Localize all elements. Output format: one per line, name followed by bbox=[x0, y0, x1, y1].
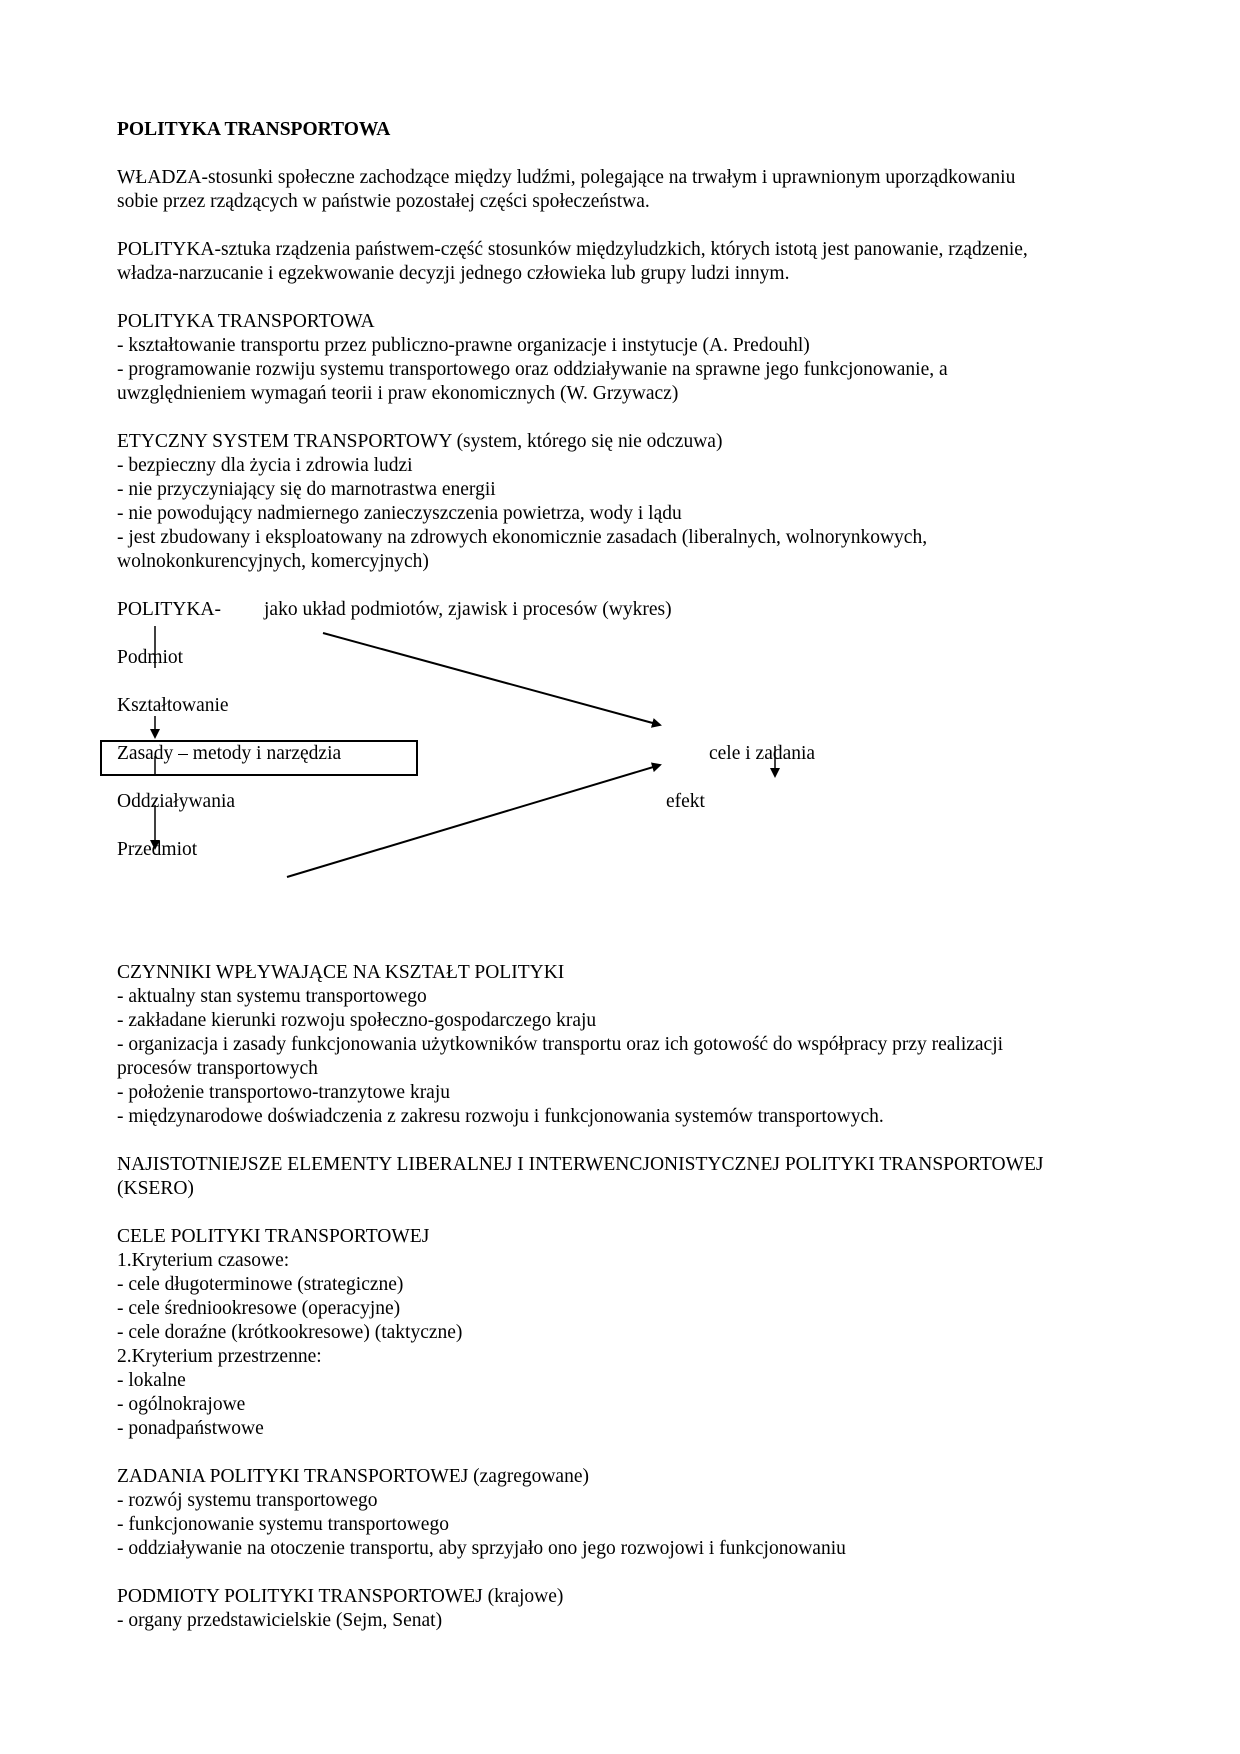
polityka-transportowa-line-2: - programowanie rozwiju systemu transportowego oraz oddziaływanie na sprawne jego funkcjonowanie, a bbox=[117, 359, 948, 380]
polityka-transportowa-heading: POLITYKA TRANSPORTOWA bbox=[117, 311, 375, 332]
polityka-transportowa-line-3: uwzględnieniem wymagań teorii i praw ekonomicznych (W. Grzywacz) bbox=[117, 383, 679, 404]
czynniki-heading: CZYNNIKI WPŁYWAJĄCE NA KSZTAŁT POLITYKI bbox=[117, 962, 565, 983]
zadania-line-2: - funkcjonowanie systemu transportowego bbox=[117, 1514, 449, 1535]
cele-line-6: - lokalne bbox=[117, 1370, 186, 1391]
czynniki-line-2: - zakładane kierunki rozwoju społeczno-gospodarczego kraju bbox=[117, 1010, 597, 1031]
cele-heading: CELE POLITYKI TRANSPORTOWEJ bbox=[117, 1226, 430, 1247]
diagram-przedmiot: Przedmiot bbox=[117, 839, 198, 860]
etyczny-line-3: - nie powodujący nadmiernego zanieczyszczenia powietrza, wody i lądu bbox=[117, 503, 682, 524]
podmioty-line-1: - organy przedstawicielskie (Sejm, Senat) bbox=[117, 1610, 443, 1631]
podmioty-heading: PODMIOTY POLITYKI TRANSPORTOWEJ (krajowe) bbox=[117, 1586, 564, 1607]
cele-line-1: 1.Kryterium czasowe: bbox=[117, 1250, 290, 1271]
czynniki-line-6: - międzynarodowe doświadczenia z zakresu rozwoju i funkcjonowania systemów transportowych. bbox=[117, 1106, 884, 1127]
zadania-line-1: - rozwój systemu transportowego bbox=[117, 1490, 378, 1511]
etyczny-line-2: - nie przyczyniający się do marnotrastwa energii bbox=[117, 479, 496, 500]
czynniki-line-1: - aktualny stan systemu transportowego bbox=[117, 986, 427, 1007]
etyczny-line-1: - bezpieczny dla życia i zdrowia ludzi bbox=[117, 455, 413, 476]
polityka-line-1: POLITYKA-sztuka rządzenia państwem-część stosunków międzyludzkich, których istotą jest panowanie, rządzenie, bbox=[117, 239, 1028, 260]
arrow-przedmiot-to-efekt bbox=[287, 765, 660, 877]
cele-line-7: - ogólnokrajowe bbox=[117, 1394, 246, 1415]
cele-line-4: - cele doraźne (krótkookresowe) (taktyczne) bbox=[117, 1322, 463, 1343]
diagram-cele: cele i zadania bbox=[709, 743, 816, 764]
diagram-head-left: POLITYKA- bbox=[117, 599, 221, 620]
czynniki-line-3: - organizacja i zasady funkcjonowania użytkowników transportu oraz ich gotowość do współpracy przy realizacji bbox=[117, 1034, 1004, 1055]
polityka-line-2: władza-narzucanie i egzekwowanie decyzji jednego człowieka lub grupy ludzi innym. bbox=[117, 263, 790, 284]
diagram-efekt: efekt bbox=[666, 791, 705, 812]
diagram-zasady: Zasady – metody i narzędzia bbox=[117, 743, 342, 764]
diagram-ksztaltowanie: Kształtowanie bbox=[117, 695, 229, 716]
cele-line-3: - cele średniookresowe (operacyjne) bbox=[117, 1298, 401, 1319]
najistotniejsze-line-1: NAJISTOTNIEJSZE ELEMENTY LIBERALNEJ I INTERWENCJONISTYCZNEJ POLITYKI TRANSPORTOWEJ bbox=[117, 1154, 1044, 1175]
zadania-heading: ZADANIA POLITYKI TRANSPORTOWEJ (zagregowane) bbox=[117, 1466, 589, 1487]
wladza-line-2: sobie przez rządzących w państwie pozostałej części społeczeństwa. bbox=[117, 191, 650, 212]
cele-line-2: - cele długoterminowe (strategiczne) bbox=[117, 1274, 404, 1295]
czynniki-line-4: procesów transportowych bbox=[117, 1058, 318, 1079]
diagram-podmiot: Podmiot bbox=[117, 647, 184, 668]
polityka-transportowa-line-1: - kształtowanie transportu przez publiczno-prawne organizacje i instytucje (A. Predouhl) bbox=[117, 335, 810, 356]
diagram-oddzialywania: Oddziaływania bbox=[117, 791, 236, 812]
etyczny-line-5: wolnokonkurencyjnych, komercyjnych) bbox=[117, 551, 429, 572]
diagram-head-right: jako układ podmiotów, zjawisk i procesów (wykres) bbox=[264, 599, 672, 620]
cele-line-8: - ponadpaństwowe bbox=[117, 1418, 264, 1439]
najistotniejsze-line-2: (KSERO) bbox=[117, 1178, 194, 1199]
zadania-line-3: - oddziaływanie na otoczenie transportu, aby sprzyjało ono jego rozwojowi i funkcjonowaniu bbox=[117, 1538, 846, 1559]
page-title: POLITYKA TRANSPORTOWA bbox=[117, 119, 391, 140]
cele-line-5: 2.Kryterium przestrzenne: bbox=[117, 1346, 322, 1367]
czynniki-line-5: - położenie transportowo-tranzytowe kraju bbox=[117, 1082, 451, 1103]
etyczny-line-4: - jest zbudowany i eksploatowany na zdrowych ekonomicznie zasadach (liberalnych, wolnorynkowych, bbox=[117, 527, 928, 548]
etyczny-heading: ETYCZNY SYSTEM TRANSPORTOWY (system, którego się nie odczuwa) bbox=[117, 431, 723, 452]
wladza-line-1: WŁADZA-stosunki społeczne zachodzące między ludźmi, polegające na trwałym i uprawnionym uporządkowaniu bbox=[117, 167, 1016, 188]
arrow-podmiot-to-cele bbox=[323, 633, 660, 725]
